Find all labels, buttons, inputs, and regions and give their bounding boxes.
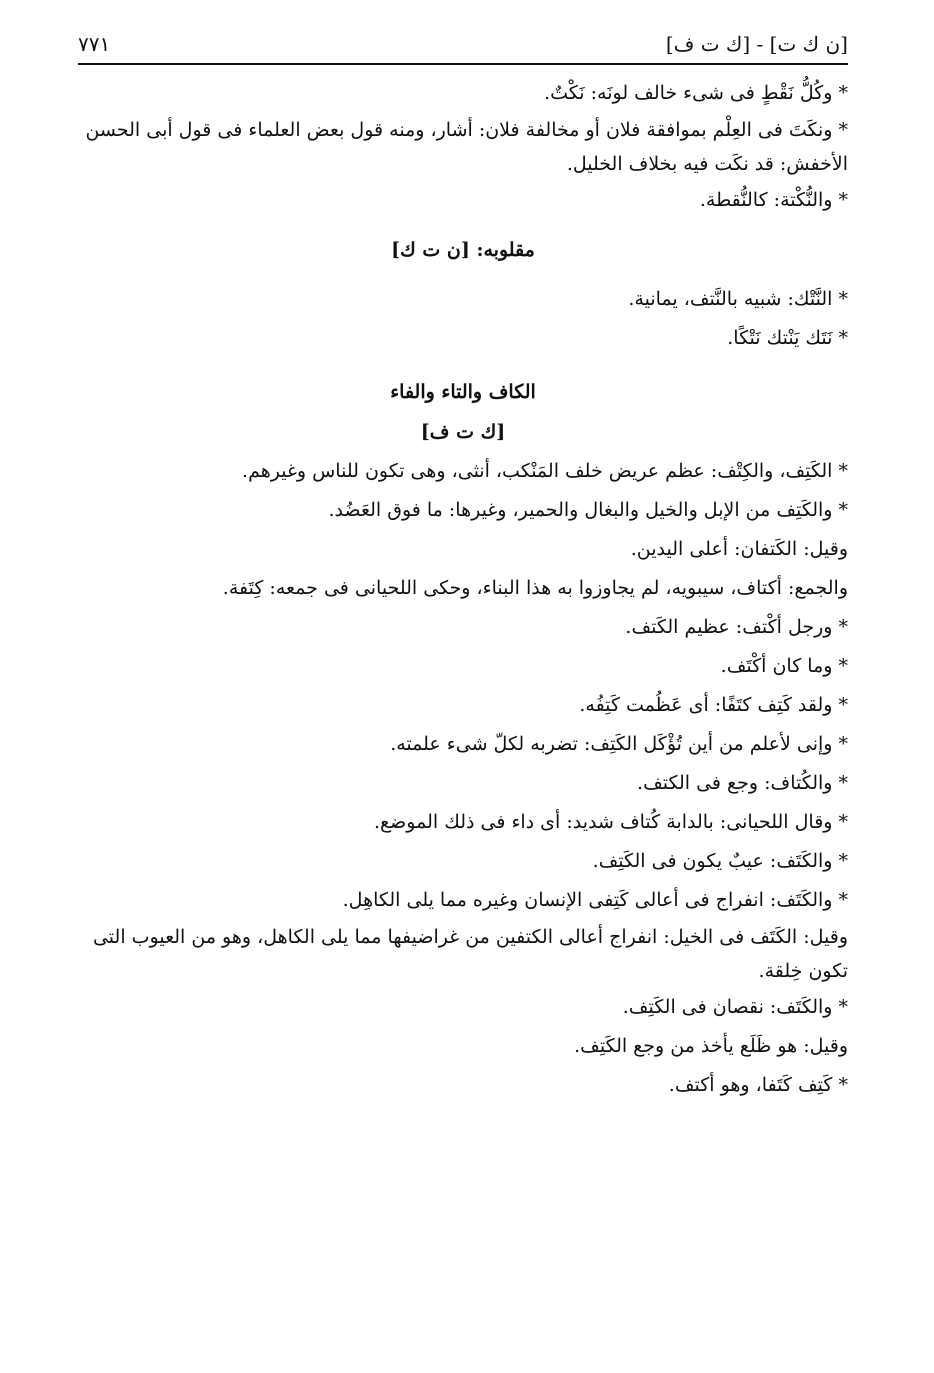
entry-plural: والجمع: أكتاف، سيبويه، لم يجاوزوا به هذا البناء، وحكى اللحيانى فى جمعه: كِتَفة. [222, 577, 848, 599]
maqlub-heading: مقلوبه: [ن ت ك] [391, 239, 535, 261]
entry-natak-yantik: * نَتَك يَنْتك نَتْكًا. [727, 327, 848, 349]
entry-katf-nuqsan: * والكَتَف: نقصان فى الكَتِف. [622, 996, 848, 1018]
root-heading: [ك ت ف] [420, 421, 506, 443]
entry-natk: * النَّتْك: شبيه بالنَّتف، يمانية. [628, 288, 848, 310]
entry-katif: * الكَتِف، والكِتْف: عظم عريض خلف المَنْكب، أنثى، وهى تكون للناس وغيرهم. [242, 460, 848, 482]
entry-naqt: * وكُلُّ نَقْطٍ فى شىء خالف لونَه: نَكْتٌ. [544, 82, 848, 104]
entry-katif-animals: * والكَتِف من الإبل والخيل والبغال والحمير، وغيرها: ما فوق العَضُد. [328, 499, 848, 521]
entry-katf-infiraj: * والكَتَف: انفراج فى أعالى كَتِفى الإنسان وغيره مما يلى الكاهِل. [342, 889, 848, 911]
entry-katif-katafa: * كَتِف كَتَفا، وهو أكتف. [668, 1074, 848, 1096]
entry-ma-kana-aktaf: * وما كان أكْتَف. [720, 655, 848, 677]
entry-katf-khayl: وقيل: الكَتَف فى الخيل: انفراج أعالى الكتفين من غراضيفها مما يلى الكاهل، وهو من العيوب التى تكون خِلقة. [92, 926, 848, 982]
running-header [78, 30, 848, 60]
entry-nukta: * والنُّكْتة: كالنُّقطة. [699, 189, 848, 211]
entry-nakat-fil-ilm: * ونكَتَ فى العِلْم بموافقة فلان أو مخالفة فلان: أشار، ومنه قول بعض العلماء فى قول أبى الحسن الأخفش: قد نكَت فيه بخلاف الخليل. [85, 119, 848, 175]
page-body [78, 74, 848, 1105]
entry-rajul-aktaf: * ورجل أكْتف: عظيم الكَتف. [625, 616, 848, 638]
spacer [78, 220, 848, 230]
spacer [78, 270, 848, 280]
entry-proverb: * وإنى لأعلم من أين تُؤْكَل الكَتِف: تضربه لكلّ شىء علمته. [390, 733, 848, 755]
page-number: ٧٧١ [78, 32, 111, 56]
entry-lihyani-kutaf: * وقال اللحيانى: بالدابة كُتاف شديد: أى داء فى ذلك الموضع. [374, 811, 848, 833]
entry-katf-ayb: * والكَتَف: عيبٌ يكون فى الكَتِف. [592, 850, 848, 872]
header-rule [78, 63, 848, 65]
entry-laqad-katif: * ولقد كَتِف كتَفًا: أى عَظُمت كَتِفُه. [579, 694, 848, 716]
entry-kutaf: * والكُتاف: وجع فى الكتف. [637, 772, 848, 794]
header-roots: [ن ك ت] - [ك ت ف] [665, 32, 848, 56]
entry-zala: وقيل: هو ظَلَع يأخذ من وجع الكَتِف. [574, 1035, 848, 1057]
spacer [78, 358, 848, 372]
entry-katfan: وقيل: الكَتفان: أعلى اليدين. [630, 538, 848, 560]
chapter-heading: الكاف والتاء والفاء [390, 381, 536, 403]
